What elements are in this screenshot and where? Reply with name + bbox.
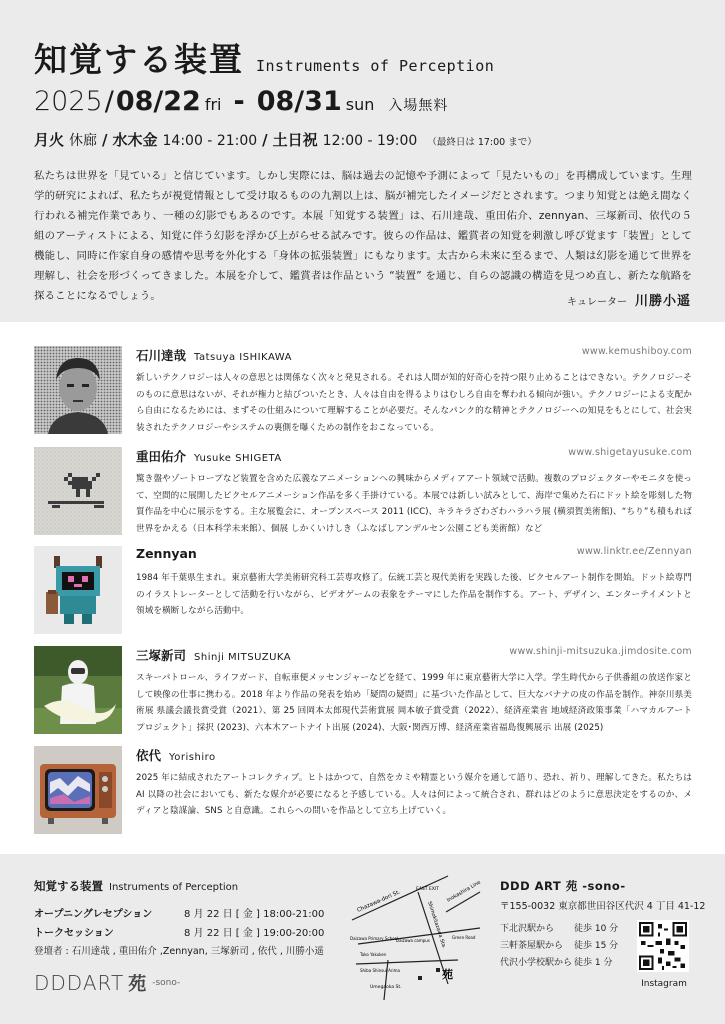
footer-title bbox=[34, 878, 238, 894]
venue-address: 〒155-0032 東京都世田谷区代沢 4 丁目 41-12 bbox=[500, 901, 706, 912]
map-shiba: Shiba Shinsui Arima bbox=[360, 968, 401, 973]
date-year: 2025 bbox=[34, 86, 103, 117]
artist-name-en: Tatsuya ISHIKAWA bbox=[194, 352, 292, 363]
curator-name: 川勝小遥 bbox=[634, 294, 691, 309]
artist-url[interactable]: www.shigetayusuke.com bbox=[568, 447, 692, 458]
artist-bio: 2025 年に結成されたアートコレクティブ。ヒトはかつて、自然をカミや精霊という媒介を通して語り、恐れ、祈り、理解してきた。私たちは AI 以降の社会においても、新たな媒介が必要になると予感している。人々は何によって統合され、群れはどのように意思決定をするのか、メディアと陰謀論、SNS と自意識。これらへの問いを作品として立ち上げていく。 bbox=[136, 773, 692, 817]
date-end: 08/31 bbox=[256, 86, 342, 117]
map-school: Daizawa Primary School bbox=[350, 936, 399, 941]
artist-bio: 驚き盤やゾートロープなど装置を含めた広義なアニメーションへの興味からメディアアート領域で活動。複数のプロジェクターやモニタを使って、空間的に展開したピクセルアニメーション作品を多く手掛けている。本展では新しい試みとして、海岸で集めた石にドット絵を彫刻した物質作品を中心に展示をする。主な展覧会に、オープンスペース 2011 (ICC)、キラキラざわざわハラハラ展 (横須賀美術館)、“ちり”も積もれば世界をかえる（日本科学未来館）、個展 しかくいけしき（ふなばしアンデルセン公園こども美術館）など bbox=[136, 474, 692, 534]
artist-entry-yorishiro bbox=[34, 746, 692, 834]
artists-section bbox=[0, 322, 725, 854]
hours-separator: / bbox=[262, 131, 268, 149]
admission-free: 入場無料 bbox=[388, 98, 449, 114]
curator-credit bbox=[567, 290, 691, 309]
artist-name-en: Yorishiro bbox=[169, 752, 216, 763]
closed-label: 休廊 bbox=[69, 133, 98, 149]
artist-bio: スキーパトロール、ライフガード、自転車便メッセンジャーなどを経て、1999 年に東京藝術大学に入学。学生時代から子供番組の放送作家として映像の仕事に携わる。2018 年より作品の発表を始め「疑問の疑問」に基づいた作品として、巨大なバナナの皮の作品を制作。神奈川県美術展 県議会議長賞受賞（2021）、第 25 回岡本太郎現代芸術賞展 岡本敏子賞受賞（2022）、経済産業省 地域経済政策事業「ハマカルアートプロジェクト」採択 (2023)、六本木アートナイト出展 (2024)、大阪･関西万博、経済産業省福島復興展示 出展 (2025) bbox=[136, 673, 692, 733]
hours-row bbox=[34, 129, 537, 150]
instagram-qr-code[interactable] bbox=[637, 920, 689, 972]
qr-label: Instagram bbox=[641, 979, 687, 989]
footer-title-ja: 知覚する装置 bbox=[34, 879, 103, 893]
intro-text: 私たちは世界を「見ている」と信じています。しかし実際には、脳は過去の記憶や予測によって「見たいもの」を再構成しています。生理学的研究によれば、私たちが視覚情報として受け取るものの九割以上は、脳が補完したイメージだとされます。つまり知覚とは絶え間なく行われる補完作業であり、一種の幻影でもあるのです。本展「知覚する装置」は、石川達哉、重田佑介、zennyan、三塚新司、依代の５組のアーティストによる、知覚に伴う幻影を浮かび上がらせる試みです。彼らの作品は、鑑賞者の知覚を刺激し呼び覚ます「装置」として機能し、同時に作家自身の感情や思考を外化する「身体の拡張装置」にもなります。太古から未来に至るまで、人類は幻影を通じて世界を理解し、社会を形づくってきました。本展を介して、鑑賞者は作品という “装置” を通じ、自らの認識の構造を見つめ直し、新たな航路を探ることになるでしょう。 bbox=[34, 170, 692, 302]
date-end-dow: sun bbox=[345, 95, 375, 114]
access-station: 下北沢駅から bbox=[500, 924, 555, 934]
access-item bbox=[500, 921, 618, 934]
weekend-time: 12:00 - 19:00 bbox=[322, 133, 418, 149]
date-slash: / bbox=[104, 86, 114, 117]
map-green-road: Green Road bbox=[452, 935, 476, 940]
event-label: トークセッション bbox=[34, 928, 114, 939]
closed-days: 月火 bbox=[34, 131, 65, 149]
venue-logo bbox=[34, 970, 180, 996]
header-section bbox=[0, 0, 725, 322]
event-talk bbox=[34, 924, 324, 939]
logo-sono: -sono- bbox=[152, 978, 181, 988]
artist-entry-mitsuzuka bbox=[34, 646, 692, 734]
artist-text bbox=[136, 746, 692, 820]
venue-name: DDD ART 苑 -sono- bbox=[500, 879, 626, 893]
weekday-time: 14:00 - 21:00 bbox=[162, 133, 258, 149]
access-item bbox=[500, 955, 612, 968]
artist-photo-pixel-character bbox=[34, 546, 122, 634]
footer-title-en: Instruments of Perception bbox=[109, 882, 239, 893]
artist-name-ja: 依代 bbox=[136, 748, 162, 763]
title-ja: 知覚する装置 bbox=[34, 40, 244, 79]
curator-label: キュレーター bbox=[566, 297, 627, 308]
artist-photo-hazmat-figure bbox=[34, 646, 122, 734]
access-station: 代沢小学校駅から bbox=[500, 958, 573, 968]
last-day-note: （最終日は 17:00 まで） bbox=[427, 137, 537, 148]
artist-bio: 新しいテクノロジーは人々の意思とは関係なく次々と発見される。それは人間が知的好奇心を持つ限り止めることはできない。テクノロジーそのものに意思はないが、それが権力と結びついたとき、人々は自由を得るよりはむしろ自由を奪われる傾向が強い。テクノロジーによる支配から自由になるためには、まずその仕組みについて理解することが必要だ。そんなパンク的な精神とテクノロジーへの知見をもとにして、社会実装されたテクノロジーやシステムの裏側を曝くための制作をおこなっている。 bbox=[136, 373, 692, 433]
date-start-dow: fri bbox=[204, 95, 222, 114]
map-station: Shimokitazawa Sta. bbox=[426, 900, 448, 950]
artist-url[interactable]: www.linktr.ee/Zennyan bbox=[576, 546, 692, 557]
artist-name-ja: 重田佑介 bbox=[136, 449, 187, 464]
artist-name-en: Yusuke SHIGETA bbox=[194, 453, 282, 464]
map-east-exit: EAST EXIT bbox=[416, 887, 439, 892]
artist-text bbox=[136, 546, 692, 620]
access-map bbox=[348, 872, 483, 1002]
title-row bbox=[34, 34, 494, 81]
access-time: 徒歩 10 分 bbox=[574, 924, 619, 934]
event-date: 8 月 22 日 [ 金 ] 19:00-20:00 bbox=[184, 928, 325, 939]
artist-entry-zennyan bbox=[34, 546, 692, 634]
artist-text bbox=[136, 646, 692, 736]
date-row bbox=[34, 86, 448, 117]
artist-heading bbox=[136, 746, 692, 764]
map-tako: Tako Yakuken bbox=[360, 952, 387, 957]
artist-bio: 1984 年千葉県生まれ。東京藝術大学美術研究科工芸専攻修了。伝統工芸と現代美術を実践した後、ピクセルアート制作を開始。ドット絵専門のイラストレーターとして活動を行いながら、ビデオゲームの表象をテーマにした作品を制作する。アート、デザイン、エンターテイメントと領域を横断しながら活動中。 bbox=[136, 573, 692, 617]
title-en: Instruments of Perception bbox=[256, 57, 495, 75]
weekend-days: 土日祝 bbox=[272, 131, 318, 149]
logo-kanji: 苑 bbox=[128, 974, 147, 995]
map-inokashira: Inokashira Line bbox=[446, 879, 482, 904]
artist-photo-stone-carving bbox=[34, 447, 122, 535]
artist-name-ja: 三塚新司 bbox=[136, 648, 187, 663]
artist-entry-shigeta bbox=[34, 447, 692, 535]
artist-name-ja: Zennyan bbox=[136, 546, 197, 561]
artist-text bbox=[136, 447, 692, 537]
hours-separator: / bbox=[102, 131, 108, 149]
artist-photo-crt-tv bbox=[34, 746, 122, 834]
weekday-days: 水木金 bbox=[112, 131, 158, 149]
access-station: 三軒茶屋駅から bbox=[500, 941, 564, 951]
access-item bbox=[500, 938, 618, 951]
logo-text: DDDART bbox=[34, 971, 125, 995]
access-time: 徒歩 15 分 bbox=[574, 941, 619, 951]
map-road-chazawa: Chazawa-dori St. bbox=[356, 889, 402, 914]
access-time: 徒歩 1 分 bbox=[574, 958, 613, 968]
artist-entry-ishikawa bbox=[34, 346, 692, 434]
speakers-list: 登壇者 : 石川達哉 , 重田佑介 ,Zennyan, 三塚新司 , 依代 , 川勝小遥 bbox=[34, 946, 324, 957]
artist-name-en: Shinji MITSUZUKA bbox=[194, 652, 292, 663]
date-separator: - bbox=[233, 86, 245, 117]
footer-section bbox=[0, 854, 725, 1024]
artist-url[interactable]: www.shinji-mitsuzuka.jimdosite.com bbox=[509, 646, 692, 657]
map-umegaoka: Umegaoka St. bbox=[370, 985, 402, 990]
event-opening bbox=[34, 905, 324, 920]
date-start: 08/22 bbox=[115, 86, 201, 117]
artist-name-ja: 石川達哉 bbox=[136, 348, 187, 363]
map-venue-mark: 苑 bbox=[442, 968, 453, 981]
artist-photo-portrait bbox=[34, 346, 122, 434]
event-date: 8 月 22 日 [ 金 ] 18:00-21:00 bbox=[184, 909, 325, 920]
map-campus: Daizawa campus bbox=[396, 938, 430, 943]
event-label: オープニングレセプション bbox=[34, 909, 153, 920]
artist-url[interactable]: www.kemushiboy.com bbox=[581, 346, 692, 357]
artist-text bbox=[136, 346, 692, 436]
